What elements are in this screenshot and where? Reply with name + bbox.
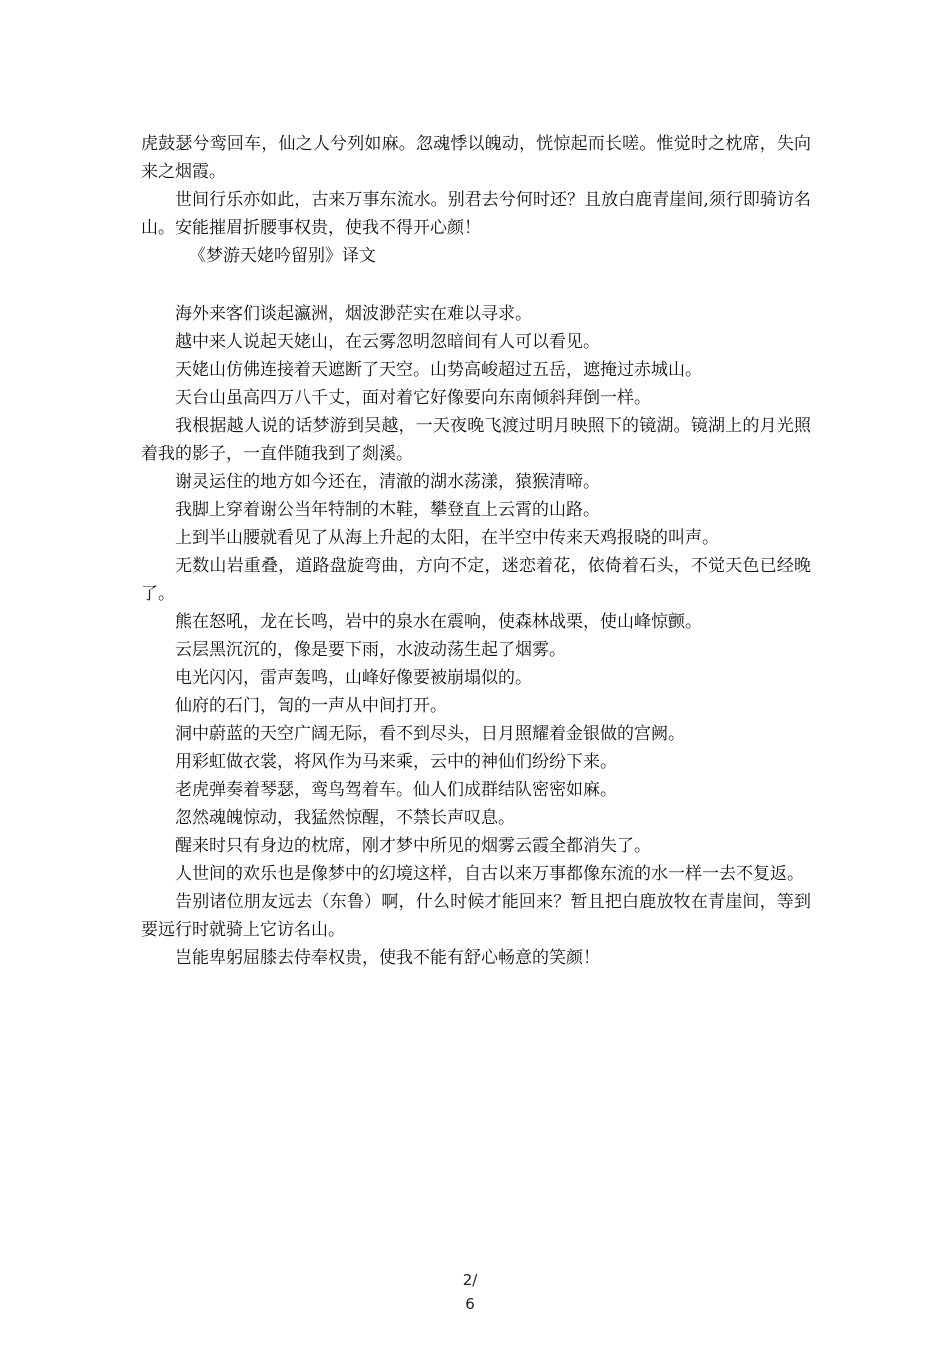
translation-line: 天姥山仿佛连接着天遮断了天空。山势高峻超过五岳，遮掩过赤城山。 bbox=[175, 360, 702, 380]
translation-line: 用彩虹做衣裳，将风作为马来乘，云中的神仙们纷纷下来。 bbox=[175, 752, 617, 772]
translation-line: 我根据越人说的话梦游到吴越，一天夜晚飞渡过明月映照下的镜湖。镜湖上的月光照着我的影子，一直伴随我到了剡溪。 bbox=[141, 416, 811, 464]
translation-line: 天台山虽高四万八千丈，面对着它好像要向东南倾斜拜倒一样。 bbox=[175, 388, 651, 408]
spacer bbox=[141, 270, 811, 300]
page-number-current: 2/ bbox=[462, 1271, 478, 1289]
translation-line: 云层黑沉沉的，像是要下雨，水波动荡生起了烟雾。 bbox=[175, 640, 566, 660]
poem-paragraph: 世间行乐亦如此，古来万事东流水。别君去兮何时还？且放白鹿青崖间,须行即骑访名山。安能摧眉折腰事权贵，使我不得开心颜！ bbox=[141, 190, 811, 238]
translation-line: 人世间的欢乐也是像梦中的幻境这样，自古以来万事都像东流的水一样一去不复返。 bbox=[175, 864, 804, 884]
translation-line: 海外来客们谈起瀛洲，烟波渺茫实在难以寻求。 bbox=[175, 304, 532, 324]
translation-line: 忽然魂魄惊动，我猛然惊醒，不禁长声叹息。 bbox=[175, 808, 515, 828]
translation-line: 上到半山腰就看见了从海上升起的太阳，在半空中传来天鸡报晓的叫声。 bbox=[175, 528, 719, 548]
page-body bbox=[141, 130, 811, 972]
translation-line: 岂能卑躬屈膝去侍奉权贵，使我不能有舒心畅意的笑颜！ bbox=[175, 948, 600, 968]
translation-line: 醒来时只有身边的枕席，刚才梦中所见的烟雾云霞全都消失了。 bbox=[175, 836, 651, 856]
poem-paragraph: 虎鼓瑟兮鸾回车，仙之人兮列如麻。忽魂悸以魄动，恍惊起而长嗟。惟觉时之枕席，失向来之烟霞。 bbox=[141, 134, 811, 182]
translation-section bbox=[141, 300, 811, 972]
translation-line: 仙府的石门，訇的一声从中间打开。 bbox=[175, 696, 447, 716]
page-number bbox=[450, 1268, 490, 1316]
translation-line: 告别诸位朋友远去（东鲁）啊，什么时候才能回来？暂且把白鹿放牧在青崖间，等到要远行时就骑上它访名山。 bbox=[141, 892, 811, 940]
translation-line: 熊在怒吼，龙在长鸣，岩中的泉水在震响，使森林战栗，使山峰惊颤。 bbox=[175, 612, 702, 632]
translation-line: 越中来人说起天姥山，在云雾忽明忽暗间有人可以看见。 bbox=[175, 332, 600, 352]
translation-line: 洞中蔚蓝的天空广阔无际，看不到尽头，日月照耀着金银做的宫阙。 bbox=[175, 724, 685, 744]
page-number-total: 6 bbox=[465, 1295, 475, 1313]
translation-title: 《梦游天姥吟留别》译文 bbox=[189, 246, 376, 266]
translation-line: 电光闪闪，雷声轰鸣，山峰好像要被崩塌似的。 bbox=[175, 668, 532, 688]
translation-line: 谢灵运住的地方如今还在，清澈的湖水荡漾，猿猴清啼。 bbox=[175, 472, 600, 492]
translation-line: 我脚上穿着谢公当年特制的木鞋，攀登直上云霄的山路。 bbox=[175, 500, 600, 520]
translation-line: 无数山岩重叠，道路盘旋弯曲，方向不定，迷恋着花，依倚着石头，不觉天色已经晚了。 bbox=[141, 556, 811, 604]
translation-line: 老虎弹奏着琴瑟，鸾鸟驾着车。仙人们成群结队密密如麻。 bbox=[175, 780, 617, 800]
